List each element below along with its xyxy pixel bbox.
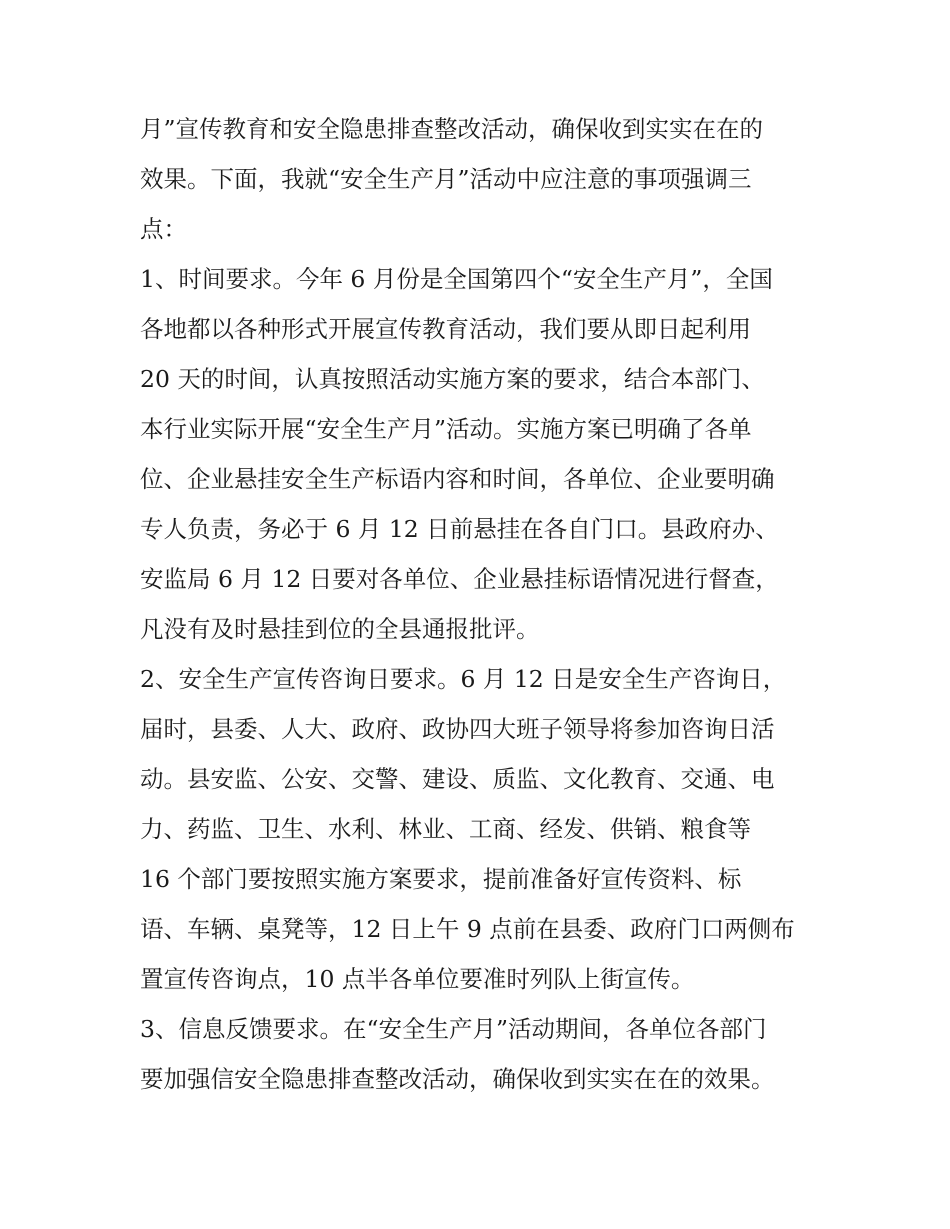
text-line: 语、车辆、桌凳等，12 日上午 9 点前在县委、政府门口两侧布 — [140, 915, 795, 943]
text-line: 力、药监、卫生、水利、林业、工商、经发、供销、粮食等 — [140, 815, 751, 843]
text-line: 凡没有及时悬挂到位的全县通报批评。 — [140, 615, 540, 643]
text-line: 置宣传咨询点，10 点半各单位要准时列队上街宣传。 — [140, 965, 695, 993]
text-line: 2、安全生产宣传咨询日要求。6 月 12 日是安全生产咨询日， — [140, 665, 787, 693]
document-body — [140, 104, 820, 1104]
text-line: 专人负责，务必于 6 月 12 日前悬挂在各自门口。县政府办、 — [140, 515, 779, 543]
text-line: 动。县安监、公安、交警、建设、质监、文化教育、交通、电 — [140, 765, 775, 793]
text-line: 月”宣传教育和安全隐患排查整改活动，确保收到实实在在的 — [140, 115, 764, 143]
text-line: 20 天的时间，认真按照活动实施方案的要求，结合本部门、 — [140, 365, 765, 393]
text-line: 本行业实际开展“安全生产月”活动。实施方案已明确了各单 — [140, 415, 752, 443]
text-line: 点： — [140, 215, 187, 243]
text-line: 各地都以各种形式开展宣传教育活动，我们要从即日起利用 — [140, 315, 751, 343]
text-line: 届时，县委、人大、政府、政协四大班子领导将参加咨询日活 — [140, 715, 775, 743]
text-line: 3、信息反馈要求。在“安全生产月”活动期间，各单位各部门 — [140, 1015, 767, 1043]
text-line: 1、时间要求。今年 6 月份是全国第四个“安全生产月”，全国 — [140, 265, 773, 293]
text-line: 16 个部门要按照实施方案要求，提前准备好宣传资料、标 — [140, 865, 742, 893]
text-line: 安监局 6 月 12 日要对各单位、企业悬挂标语情况进行督查， — [140, 565, 779, 593]
text-line: 效果。下面，我就“安全生产月”活动中应注意的事项强调三 — [140, 165, 752, 193]
text-line: 位、企业悬挂安全生产标语内容和时间，各单位、企业要明确 — [140, 465, 775, 493]
text-line: 要加强信安全隐患排查整改活动，确保收到实实在在的效果。 — [140, 1065, 775, 1093]
